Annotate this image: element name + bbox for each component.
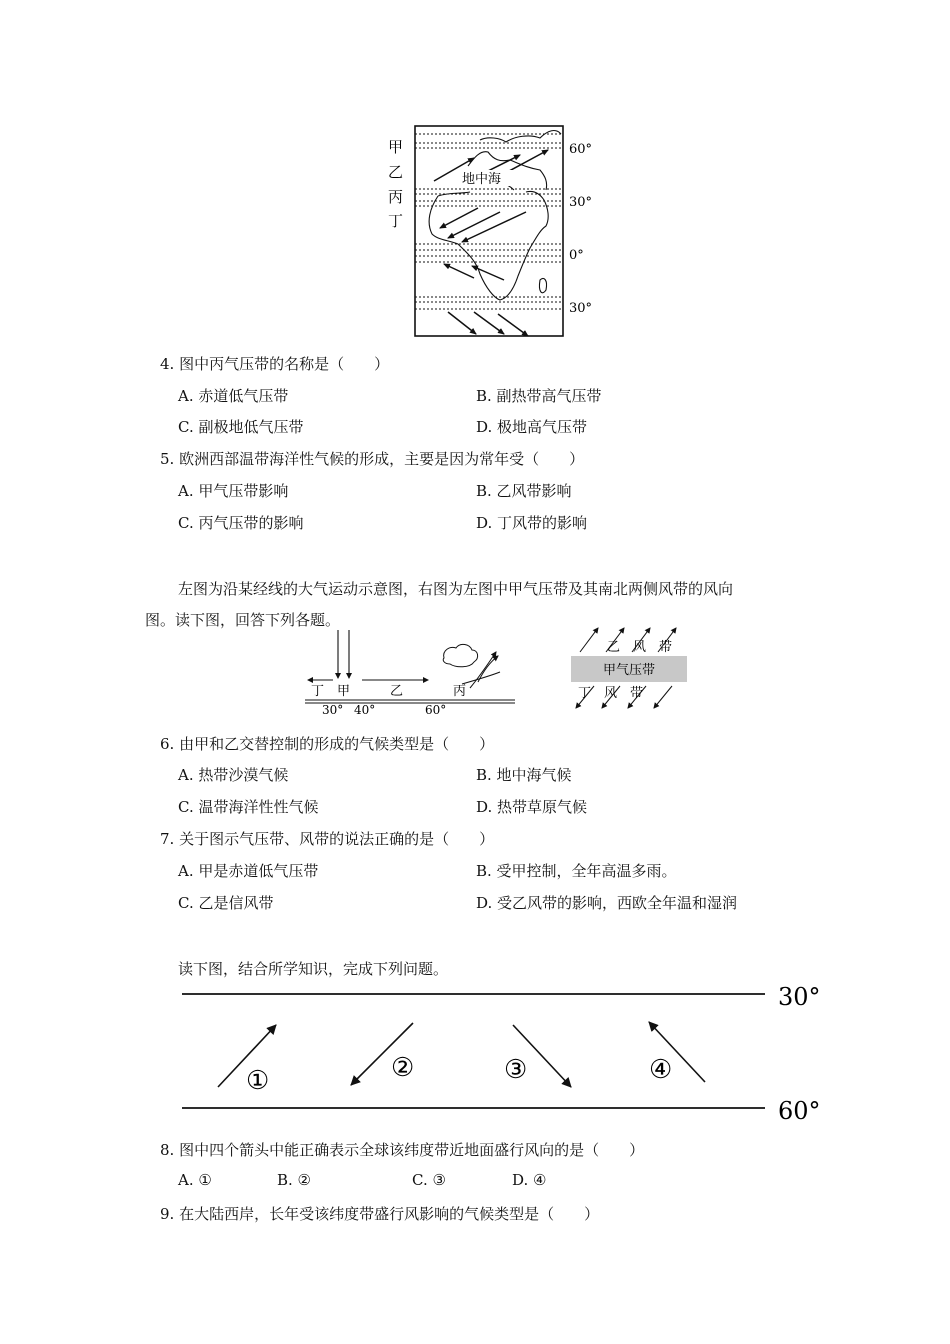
arrow-label-2: ② [391, 1053, 415, 1083]
lat-30-label: 30° [778, 983, 821, 1011]
sea-label: 地中海 [462, 172, 502, 187]
intro-3: 读下图，结合所学知识，完成下列问题。 [178, 960, 449, 978]
westerly-arrow [448, 312, 476, 334]
q7-option-a[interactable]: A. 甲是赤道低气压带 [178, 862, 319, 880]
q6-option-a[interactable]: A. 热带沙漠气候 [178, 766, 289, 784]
question-4-stem: 4. 图中丙气压带的名称是（ ） [160, 355, 390, 373]
q4-option-b[interactable]: B. 副热带高气压带 [476, 387, 602, 405]
question-8-stem: 8. 图中四个箭头中能正确表示全球该纬度带近地面盛行风向的是（ ） [160, 1141, 645, 1159]
q4-option-a[interactable]: A. 赤道低气压带 [178, 387, 289, 405]
q6-option-d[interactable]: D. 热带草原气候 [476, 798, 588, 816]
question-5-stem: 5. 欧洲西部温带海洋性气候的形成，主要是因为常年受（ ） [160, 450, 585, 468]
q5-option-b[interactable]: B. 乙风带影响 [476, 482, 572, 500]
intro-paragraph-line2: 图。读下图，回答下列各题。 [145, 611, 341, 629]
arrow-label-4: ④ [649, 1055, 673, 1085]
q7-option-d[interactable]: D. 受乙风带的影响，西欧全年温和湿润 [476, 894, 738, 912]
q7-option-b[interactable]: B. 受甲控制，全年高温多雨。 [476, 862, 677, 880]
q4-option-d[interactable]: D. 极地高气压带 [476, 418, 588, 436]
figure-wind-arrows [170, 980, 850, 1130]
trade-wind-arrow [440, 208, 478, 228]
q5-option-d[interactable]: D. 丁风带的影响 [476, 514, 588, 532]
se-trade-arrow [472, 266, 504, 280]
fig2-right-ding-wind-belt: 丁 风 带 [578, 686, 644, 701]
fig2-lat-30: 30° [322, 703, 344, 717]
intro-paragraph-line1: 左图为沿某经线的大气运动示意图，右图为左图中甲气压带及其南北两侧风带的风向 [178, 580, 734, 598]
fig2-label-bing: 丙 [453, 684, 467, 699]
label-yi: 乙 [388, 163, 404, 181]
fig2-label-yi: 乙 [390, 684, 404, 699]
se-trade-arrow [444, 264, 474, 278]
arrow-label-1: ① [246, 1066, 270, 1096]
question-7-stem: 7. 关于图示气压带、风带的说法正确的是（ ） [160, 830, 495, 848]
trade-wind-arrow [448, 212, 500, 238]
figure-atmospheric-motion [300, 624, 700, 720]
q8-option-d[interactable]: D. ④ [512, 1171, 547, 1189]
fig2-label-ding: 丁 [311, 684, 325, 699]
q8-option-a[interactable]: A. ① [178, 1171, 212, 1189]
fig2-label-jia: 甲 [337, 684, 351, 699]
lat-label-30s: 30° [569, 301, 593, 316]
q8-option-c[interactable]: C. ③ [412, 1171, 446, 1189]
question-6-stem: 6. 由甲和乙交替控制的形成的气候类型是（ ） [160, 735, 495, 753]
fig2-lat-60: 60° [425, 703, 447, 717]
fig2-right-yi-wind-belt: 乙 风 带 [607, 640, 673, 655]
lat-label-60: 60° [569, 142, 593, 157]
fig2-lat-40: 40° [354, 703, 376, 717]
figure-pressure-belts-map [380, 122, 600, 340]
q6-option-b[interactable]: B. 地中海气候 [476, 766, 572, 784]
q5-option-a[interactable]: A. 甲气压带影响 [178, 482, 289, 500]
fig2-right-jia-pressure-belt: 甲气压带 [603, 663, 656, 678]
lat-60-label: 60° [778, 1097, 821, 1125]
label-jia: 甲 [388, 138, 404, 156]
lat-label-0: 0° [569, 248, 584, 263]
label-bing: 丙 [388, 188, 404, 206]
label-ding: 丁 [388, 212, 404, 230]
q4-option-c[interactable]: C. 副极地低气压带 [178, 418, 304, 436]
question-9-stem: 9. 在大陆西岸，长年受该纬度带盛行风影响的气候类型是（ ） [160, 1205, 600, 1223]
cloud-icon [443, 644, 477, 666]
q7-option-c[interactable]: C. 乙是信风带 [178, 894, 274, 912]
q5-option-c[interactable]: C. 丙气压带的影响 [178, 514, 304, 532]
q6-option-c[interactable]: C. 温带海洋性性气候 [178, 798, 319, 816]
lat-label-30n: 30° [569, 195, 593, 210]
q8-option-b[interactable]: B. ② [277, 1171, 312, 1189]
arrow-label-3: ③ [504, 1055, 528, 1085]
